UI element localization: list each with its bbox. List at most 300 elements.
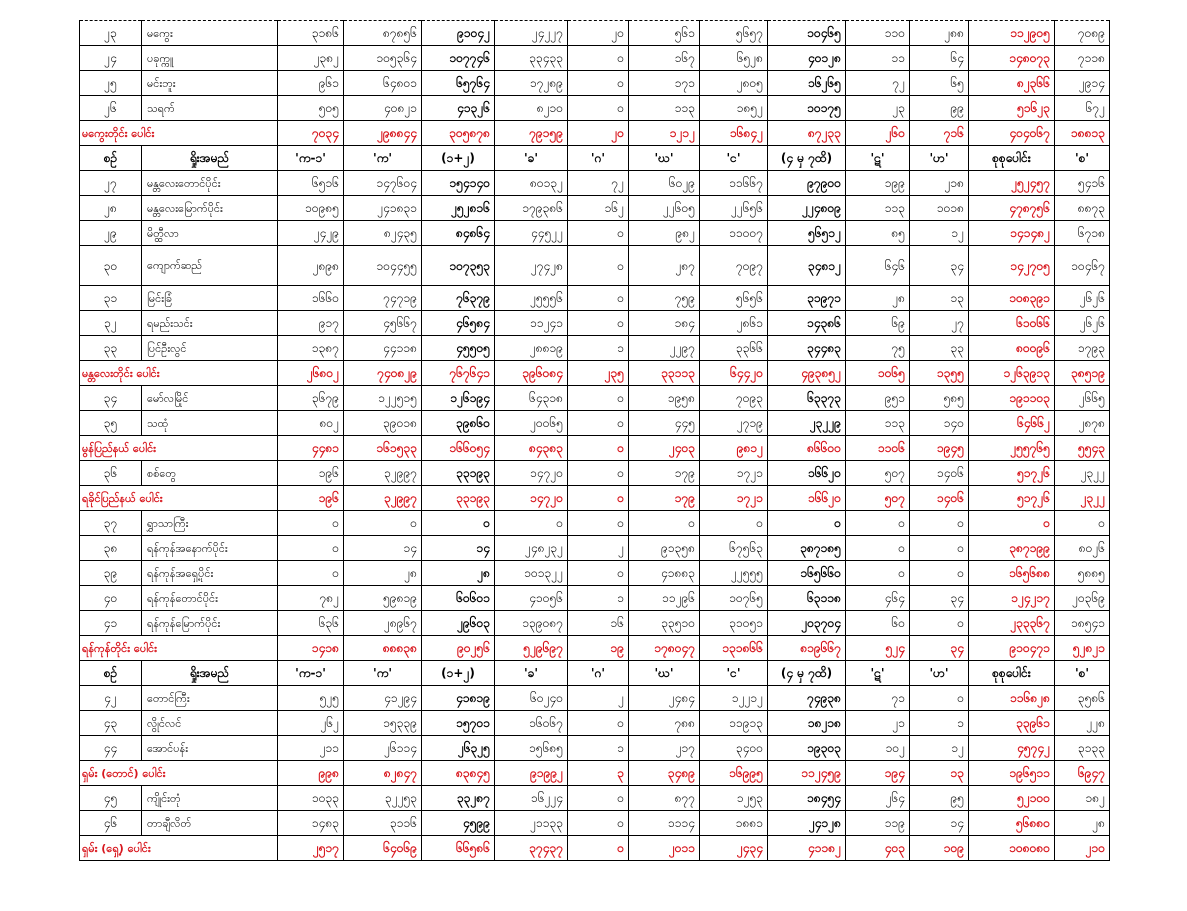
table-cell: ၂၅၂၈၁၆ [422,196,495,221]
table-cell: ၃၉၀၁၈ [344,411,422,436]
table-cell: ၆၄၃၁၈ [495,386,568,411]
table-cell: ၂၃၂၂၉ [768,411,846,436]
subtotal-value: ၃၇၄၃၇ [495,836,568,861]
header-cell: 'ဃ' [629,146,700,171]
subtotal-value: ၁၄၇၂၀ [495,486,568,511]
table-cell: ၁၄၁၄၈၂ [969,221,1055,246]
header-cell: 'စ' [1055,661,1110,686]
table-cell: ၃၄ [910,586,969,611]
subtotal-value: ၃၄၈၉ [629,761,700,786]
row-number: ၃၉ [80,561,142,586]
table-cell: ၂၂၉၇ [629,336,700,361]
row-number: ၃၂ [80,311,142,336]
table-cell: ၀ [568,786,629,811]
table-cell: ၁၁၂၉၆ [629,586,700,611]
table-cell: ၀ [568,386,629,411]
table-row [80,811,1110,836]
table-cell: ၁၂၆၁၉၄ [422,386,495,411]
subtotal-value: ၇၀၃၄ [278,121,344,146]
table-cell: ၉၉ [910,96,969,121]
table-cell: ၁၂ [910,736,969,761]
district-name: ပြင်ဦးလွင် [142,336,278,361]
table-cell: ၇၀၉၃ [700,386,768,411]
subtotal-value: ၉၈၁၂ [700,436,768,461]
table-cell: ၀ [422,511,495,536]
table-cell: ၄၄၁၁၈ [344,336,422,361]
table-row [80,21,1110,46]
table-cell: ၆၀၂၉ [629,171,700,196]
table-cell: ၁၂၂၁၂ [700,686,768,711]
table-cell: ၂၃ [846,96,910,121]
district-name: မင်းဘူး [142,71,278,96]
table-cell: ၂၈ [344,561,422,586]
row-number: ၄၁ [80,611,142,636]
table-cell: ၅၆၈၈၀ [969,811,1055,836]
table-cell: ၅၆၅၁၂ [768,221,846,246]
row-number: ၂၄ [80,46,142,71]
subtotal-label: ရှမ်း (တောင်) ပေါင်း [80,761,278,786]
table-cell: ၃၃၉၆၁ [969,711,1055,736]
district-name: တာချီလိတ် [142,811,278,836]
table-row [80,536,1110,561]
table-cell: ၆၀ [846,611,910,636]
table-cell: ၁၁၉၁၃ [700,711,768,736]
table-cell: ၀ [568,461,629,486]
table-cell: ၁၈၅၄၁ [1055,611,1110,636]
header-cell: ရှိုးအမည် [142,661,278,686]
table-cell: ၁၄ [910,811,969,836]
table-cell: ၁၀၄၆၇ [1055,246,1110,286]
table-cell: ၂၈၈၁၉ [495,336,568,361]
table-cell: ၀ [568,286,629,311]
table-cell: ၁၂၄၂၁၇ [969,586,1055,611]
table-cell: ၃၁၉၇၁ [768,286,846,311]
table-cell: ၁၈၄၅၄ [768,786,846,811]
subtotal-value: ၁၃၅၅ [910,361,969,386]
district-name: မော်လမြိုင် [142,386,278,411]
subtotal-value: ၁၂၆၃၉၁၃ [969,361,1055,386]
header-cell: စုစုပေါင်း [969,146,1055,171]
table-cell: ၂၄၂၂၇ [495,21,568,46]
table-cell: ၈၀၂ [278,411,344,436]
table-cell: ၀ [910,561,969,586]
subtotal-value: ၃၃၁၁၃ [629,361,700,386]
subtotal-value: ၀ [568,436,629,461]
subtotal-value: ၂၅၁၇ [278,836,344,861]
table-cell: ၁၇၉၃၈၆ [495,196,568,221]
table-cell: ၀ [629,511,700,536]
table-row [80,246,1110,286]
table-row [80,786,1110,811]
subtotal-value: ၅၅၄၃ [1055,436,1110,461]
row-number: ၂၉ [80,221,142,246]
table-cell: ၁၄၇၆၀၄ [344,171,422,196]
district-name: မိတ္ထီလာ [142,221,278,246]
table-cell: ၂၈၉၆၇ [344,611,422,636]
subtotal-value: ၁၃ [910,761,969,786]
table-cell: ၇၈၈ [629,711,700,736]
row-number: ၄၃ [80,711,142,736]
table-cell: ၀ [278,511,344,536]
table-row [80,461,1110,486]
table-cell: ၅၆၁ [629,21,700,46]
table-cell: ၁၄၈၀၇၃ [969,46,1055,71]
subtotal-value: ၃ [568,761,629,786]
table-cell: ၁၆၇ [629,46,700,71]
table-cell: ၁၉၉ [846,171,910,196]
row-number: ၄၂ [80,686,142,711]
table-cell: ၂၃၈၂ [278,46,344,71]
table-cell: ၉၁၇ [278,311,344,336]
table-cell: ၁၄၇၂၀ [495,461,568,486]
subtotal-value: ၂၁၀ [1055,836,1110,861]
subtotal-value: ၅၀၇ [846,486,910,511]
table-cell: ၆၅၂၈ [700,46,768,71]
subtotal-value: ၄၉၃၈၅၂ [768,361,846,386]
table-cell: ၈၀၂၆ [1055,536,1110,561]
table-cell: ၁၃၈၇ [278,336,344,361]
table-cell: ၁၆၅၆၈၈ [969,561,1055,586]
table-cell: ၂၇၁၉ [700,411,768,436]
table-cell: ၂၇ [910,311,969,336]
table-cell: ၁၈၂၁၈ [768,711,846,736]
table-cell: ၀ [846,511,910,536]
table-cell: ၂၁၈ [910,171,969,196]
table-cell: ၁၀၄၆၅ [768,21,846,46]
table-cell: ၈၈၇၃ [1055,196,1110,221]
table-cell: ၂၀၀၆၅ [495,411,568,436]
table-cell: ၉၅၁ [846,386,910,411]
header-cell: (၄ မှ ၇ထိ) [768,661,846,686]
table-cell: ၁၆၂၆၅ [768,71,846,96]
table-cell: ၆၅ [910,71,969,96]
district-name: ရန်ကုန်အနောက်ပိုင်း [142,536,278,561]
subtotal-value: ၂၃၅ [568,361,629,386]
district-name: တောင်ကြီး [142,686,278,711]
table-cell: ၁၈၂ [1055,786,1110,811]
table-cell: ၀ [278,536,344,561]
table-cell: ၆၇၁၈ [1055,221,1110,246]
table-cell: ၇၈၂ [278,586,344,611]
table-cell: ၉၁၃၅၈ [629,536,700,561]
table-row [80,686,1110,711]
subtotal-value: ၇၄၀၈၂၉ [344,361,422,386]
subtotal-label: ရှမ်း (ရှေ့) ပေါင်း [80,836,278,861]
table-cell: ၁၉၁၁၀၃ [969,386,1055,411]
header-cell: 'င' [700,661,768,686]
header-cell: 'က-၁' [278,661,344,686]
header-cell: 'ဂ' [568,661,629,686]
table-cell: ၆၇၂ [1055,96,1110,121]
table-cell: ၁၂၅၃ [700,786,768,811]
table-cell: ၂၆၃၂၅ [422,736,495,761]
table-cell: ၃၃၂၈၇ [422,786,495,811]
subtotal-value: ၃၂၉၉၇ [344,486,422,511]
subtotal-value: ၁၀၈၀၈၀ [969,836,1055,861]
table-cell: ၂၂၅၅၅ [700,561,768,586]
table-cell: ၀ [568,711,629,736]
table-cell: ၂၅၅၅၆ [495,286,568,311]
subtotal-value: ၈၂၈၄၇ [344,761,422,786]
table-cell: ၃၄၈၁၂ [768,246,846,286]
table-cell: ၃၈၇၁၈၅ [768,536,846,561]
table-row [80,411,1110,436]
subtotal-value: ၁၁၀၆ [846,436,910,461]
table-cell: ၃၆၇၉ [278,386,344,411]
table-cell: ၀ [910,511,969,536]
table-cell: ၇၆၃၇၉ [422,286,495,311]
table-cell: ၁၇၉ [629,461,700,486]
table-cell: ၁ [568,736,629,761]
subtotal-row [80,636,1110,661]
table-cell: ၇၄၉၃၈ [768,686,846,711]
table-cell: ၂၈ [846,286,910,311]
table-cell: ၈၅ [846,221,910,246]
row-number: ၃၀ [80,246,142,286]
table-cell: ၈၂၄၃၅ [344,221,422,246]
subtotal-value: ၉၉၈ [278,761,344,786]
row-number: ၃၅ [80,411,142,436]
subtotal-value: ၅၂၄ [846,636,910,661]
subtotal-value: ၃၀၅၈၇၈ [422,121,495,146]
table-cell: ၀ [568,411,629,436]
table-row [80,561,1110,586]
table-cell: ၆၉ [846,311,910,336]
table-cell: ၁၄၀၆ [910,461,969,486]
table-cell: ၁ [568,586,629,611]
table-cell: ၀ [846,536,910,561]
table-cell: ၂၀၃၆၉ [1055,586,1110,611]
table-cell: ၁၇၁ [629,71,700,96]
header-cell: (၄ မှ ၇ထိ) [768,146,846,171]
table-cell: ၅၄၁၆ [1055,171,1110,196]
table-cell: ၁၆၅၆၆၀ [768,561,846,586]
table-cell: ၅၂၁၀၀ [969,786,1055,811]
table-cell: ၁၁၆၈၂၈ [969,686,1055,711]
table-cell: ၁၁၂၄၁ [495,311,568,336]
district-name: သရက် [142,96,278,121]
table-cell: ၂၈ [422,561,495,586]
table-row [80,286,1110,311]
table-cell: ၂၄၁၂၈ [768,811,846,836]
table-cell: ၂၀ [568,21,629,46]
table-cell: ၉၈၂ [629,221,700,246]
subtotal-value: ၁၉ [568,636,629,661]
table-cell: ၂၁၁ [278,736,344,761]
table-cell: ၀ [768,511,846,536]
table-row [80,171,1110,196]
table-cell: ၂၈၉၈ [278,246,344,286]
subtotal-value: ၁၄၁၈ [278,636,344,661]
table-row [80,711,1110,736]
subtotal-value: ၅၂၈၂၁ [1055,636,1110,661]
subtotal-label: မန္တလေးတိုင်း ပေါင်း [80,361,278,386]
table-cell: ၂ [568,536,629,561]
header-cell: စဉ် [80,661,142,686]
header-row [80,146,1110,171]
table-cell: ၀ [568,561,629,586]
table-cell: ၁၄၈၃ [278,811,344,836]
subtotal-value: ၈၃၈၄၅ [422,761,495,786]
table-cell: ၃၃၄၃၃ [495,46,568,71]
header-cell: 'ခ' [495,146,568,171]
table-cell: ၁၀၁၇၅ [768,96,846,121]
header-cell: 'စ' [1055,146,1110,171]
table-cell: ၁၄၃၈၆ [768,311,846,336]
table-cell: ၂၇၄၂၈ [495,246,568,286]
table-cell: ၁၂၂၅၁၅ [344,386,422,411]
table-row [80,586,1110,611]
row-number: ၄၆ [80,811,142,836]
header-cell: 'ဟ' [910,661,969,686]
table-cell: ၄၁၂၉၄ [344,686,422,711]
subtotal-value: ၅၁၇၂၆ [969,486,1055,511]
row-number: ၂၃ [80,21,142,46]
subtotal-value: ၁၁၂၄၅၉ [768,761,846,786]
table-cell: ၅၂၅ [278,686,344,711]
table-cell: ၅၆၅၇ [700,21,768,46]
table-cell: ၁၀၈၃၉၁ [969,286,1055,311]
subtotal-label: မကွေးတိုင်း ပေါင်း [80,121,278,146]
table-cell: ၅၈၈၅ [1055,561,1110,586]
subtotal-value: ၇၉၁၅၉ [495,121,568,146]
table-cell: ၂၈၇ [629,246,700,286]
table-cell: ၁၀၅၃၆၄ [344,46,422,71]
subtotal-label: ရန်ကုန်တိုင်း ပေါင်း [80,636,278,661]
table-cell: ၀ [568,96,629,121]
header-cell: 'င' [700,146,768,171]
subtotal-value: ၃၉၆၀၈၄ [495,361,568,386]
table-cell: ၀ [568,511,629,536]
table-cell: ၁၀၇၆၅ [700,586,768,611]
row-number: ၂၆ [80,96,142,121]
table-cell: ၁၁၉ [846,811,910,836]
row-number: ၄၄ [80,736,142,761]
table-cell: ၁၅၇၀၁ [422,711,495,736]
table-cell: ၃၁၀၅၁ [700,611,768,636]
table-cell: ၀ [344,511,422,536]
district-name: မန္တလေးတောင်ပိုင်း [142,171,278,196]
table-cell: ၅၉၈၁၉ [344,586,422,611]
table-row [80,736,1110,761]
table-cell: ၁ [910,711,969,736]
table-cell: ၀ [910,686,969,711]
table-cell: ၁၀၇၇၄၆ [422,46,495,71]
table-cell: ၀ [969,511,1055,536]
header-cell: 'ခ' [495,661,568,686]
table-cell: ၅၀၅ [278,96,344,121]
table-cell: ၁၁၁၄ [629,811,700,836]
table-cell: ၇၁၁၈ [1055,46,1110,71]
subtotal-value: ၀ [568,836,629,861]
table-cell: ၁၀၇၃၅၃ [422,246,495,286]
subtotal-value: ၁၇၉ [629,486,700,511]
table-cell: ၄၁၀၅၆ [495,586,568,611]
subtotal-value: ၄၄၈၁ [278,436,344,461]
table-cell: ၈၄၈၆၄ [422,221,495,246]
header-cell: (၁+၂) [422,661,495,686]
table-cell: ၂၈၆၁ [700,311,768,336]
row-number: ၄၅ [80,786,142,811]
subtotal-value: ၁၀၆၅ [846,361,910,386]
table-cell: ၃၁၈၆ [278,21,344,46]
table-cell: ၂၄၈၄ [629,686,700,711]
row-number: ၃၃ [80,336,142,361]
table-cell: ၀ [1055,511,1110,536]
district-name: ရမည်းသင်း [142,311,278,336]
table-row [80,336,1110,361]
subtotal-value: ၂၄၀၃ [629,436,700,461]
table-cell: ၄၅၇၄၂ [969,736,1055,761]
table-row [80,71,1110,96]
subtotal-value: ၂၃၂၂ [1055,486,1110,511]
subtotal-value: ၄၀၄၀၆၇ [969,121,1055,146]
table-cell: ၉၅ [910,786,969,811]
table-cell: ၆၃၃၇၃ [768,386,846,411]
table-cell: ၂၄၁၈၃၁ [344,196,422,221]
table-cell: ၇၀၉၇ [700,246,768,286]
table-cell: ၈၇၈၅၆ [344,21,422,46]
table-cell: ၃၁၃၃ [1055,736,1110,761]
table-cell: ၂၈ [1055,811,1110,836]
district-name: မြင်းခြံ [142,286,278,311]
table-cell: ၆၇၅၆၃ [700,536,768,561]
district-name: စစ်တွေ [142,461,278,486]
district-name: သထုံ [142,411,278,436]
header-cell: စုစုပေါင်း [969,661,1055,686]
subtotal-value: ၂၄၃၄ [700,836,768,861]
table-cell: ၃၄၄၈၃ [768,336,846,361]
district-name: လွိုင်လင် [142,711,278,736]
table-cell: ၁၄ [344,536,422,561]
table-cell: ၆၀၆၀၁ [422,586,495,611]
table-cell: ၂ [568,686,629,711]
table-cell: ၂၆၂ [278,711,344,736]
district-name: ကျိုင်းတုံ [142,786,278,811]
table-cell: ၆၁၀၆၆ [969,311,1055,336]
row-number: ၄၀ [80,586,142,611]
table-cell: ၃၄ [910,246,969,286]
table-cell: ၄၁၈၈၃ [629,561,700,586]
subtotal-value: ၁၂၁၂ [629,121,700,146]
table-cell: ၂၁ [846,711,910,736]
table-cell: ၂၀၃၇၀၄ [768,611,846,636]
table-cell: ၁၃၉၀၈၇ [495,611,568,636]
table-cell: ၃၂၉၉၇ [344,461,422,486]
subtotal-value: ၆၄၀၆၉ [344,836,422,861]
table-cell: ၂၁၁၃၃ [495,811,568,836]
table-cell: ၇၂ [846,71,910,96]
table-cell: ၁၆၀၆၇ [495,711,568,736]
subtotal-value: ၁၄၀၆ [910,486,969,511]
table-cell: ၄၁၃၂၆ [422,96,495,121]
district-name: ရန်ကုန်အရှေ့ပိုင်း [142,561,278,586]
subtotal-value: ၁၉၆၅၁၁ [969,761,1055,786]
table-cell: ၇၅ [846,336,910,361]
subtotal-value: ၇၆၇၆၄၁ [422,361,495,386]
table-cell: ၁၆ [568,611,629,636]
header-cell: စဉ် [80,146,142,171]
table-cell: ၅၈၅ [910,386,969,411]
table-cell: ၀ [568,311,629,336]
table-cell: ၁၁ [846,46,910,71]
table-cell: ၈၀၁၃၂ [495,171,568,196]
row-number: ၃၈ [80,536,142,561]
table-cell: ၂၉၁၄ [1055,71,1110,96]
table-cell: ၂၂၆၀၅ [629,196,700,221]
table-cell: ၄၄၅၂၂ [495,221,568,246]
table-cell: ၂၄၂၉ [278,221,344,246]
